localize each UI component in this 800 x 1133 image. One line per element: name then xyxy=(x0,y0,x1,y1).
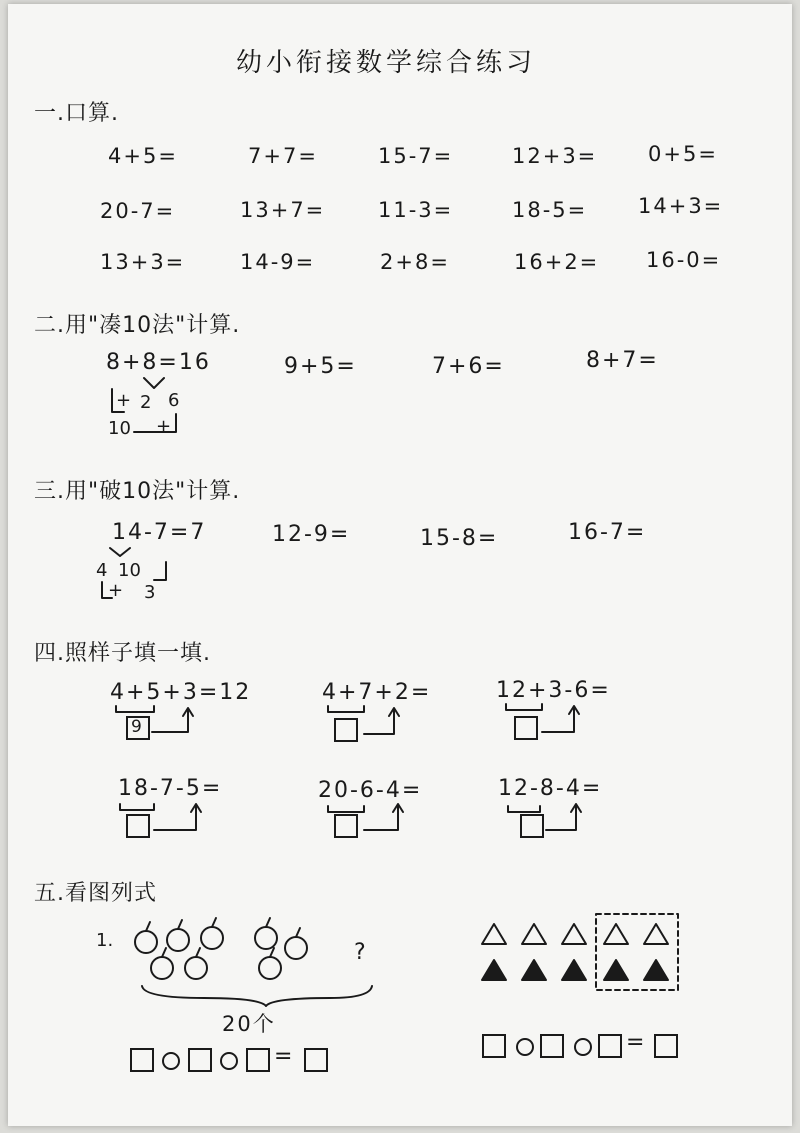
s4-problem: 20-6-4= xyxy=(318,778,423,803)
s5-total-label: 20个 xyxy=(222,1012,276,1036)
triangle-figure xyxy=(8,4,792,1126)
section-3-heading: 三.用"破10法"计算. xyxy=(34,479,241,504)
operator-circle xyxy=(574,1038,592,1056)
s2-problem: 9+5= xyxy=(284,354,357,379)
s1-problem: 13+7= xyxy=(240,198,326,222)
s4-problem: 4+7+2= xyxy=(322,680,432,705)
s3-problem: 12-9= xyxy=(272,522,351,547)
s2-plus-sign: + xyxy=(116,390,132,411)
s3-example-equation: 14-7=7 xyxy=(112,520,207,545)
s3-split-a: 4 xyxy=(96,560,108,581)
section-2-heading: 二.用"凑10法"计算. xyxy=(34,313,241,338)
s1-problem: 0+5= xyxy=(648,142,718,166)
s2-ten: 10 xyxy=(108,418,131,439)
operator-circle xyxy=(516,1038,534,1056)
worksheet-paper xyxy=(8,4,792,1126)
s4-problem: 12+3-6= xyxy=(496,678,611,703)
s1-problem: 11-3= xyxy=(378,198,454,222)
s5-item-number: 1. xyxy=(96,930,114,951)
s1-problem: 14-9= xyxy=(240,250,316,274)
s3-plus-sign: + xyxy=(108,580,124,601)
equals-sign: = xyxy=(626,1030,647,1055)
s5-question-mark: ? xyxy=(354,940,368,965)
section-1-heading: 一.口算. xyxy=(34,101,119,126)
s1-problem: 12+3= xyxy=(512,144,598,168)
s4-box-value: 9 xyxy=(131,717,142,737)
s1-problem: 2+8= xyxy=(380,250,450,274)
s4-problem: 12-8-4= xyxy=(498,776,603,801)
s4-example-equation: 4+5+3=12 xyxy=(110,680,252,705)
equation-box xyxy=(598,1034,622,1058)
s2-problem: 8+7= xyxy=(586,348,659,373)
s3-problem: 16-7= xyxy=(568,520,647,545)
s1-problem: 16-0= xyxy=(646,248,722,272)
s2-split-a: 2 xyxy=(140,392,152,413)
s1-problem: 18-5= xyxy=(512,198,588,222)
equation-box xyxy=(654,1034,678,1058)
s1-problem: 20-7= xyxy=(100,199,176,223)
s1-problem: 4+5= xyxy=(108,144,178,168)
worksheet-title: 幼小衔接数学综合练习 xyxy=(236,48,537,78)
s1-problem: 15-7= xyxy=(378,144,454,168)
s1-problem: 13+3= xyxy=(100,250,186,274)
s1-problem: 14+3= xyxy=(638,194,724,218)
s2-plus-sign-2: + xyxy=(156,416,172,437)
s2-split-b: 6 xyxy=(168,390,180,411)
s3-result: 3 xyxy=(144,582,156,603)
s4-problem: 18-7-5= xyxy=(118,776,223,801)
s2-problem: 7+6= xyxy=(432,354,505,379)
equals-sign: = xyxy=(274,1044,295,1069)
s3-split-b: 10 xyxy=(118,560,141,581)
s1-problem: 16+2= xyxy=(514,250,600,274)
section-5-heading: 五.看图列式 xyxy=(34,881,157,906)
section-4-heading: 四.照样子填一填. xyxy=(34,641,211,666)
equation-box xyxy=(482,1034,506,1058)
s3-problem: 15-8= xyxy=(420,526,499,551)
equation-box xyxy=(540,1034,564,1058)
s1-problem: 7+7= xyxy=(248,144,318,168)
s2-example-equation: 8+8=16 xyxy=(106,350,211,375)
